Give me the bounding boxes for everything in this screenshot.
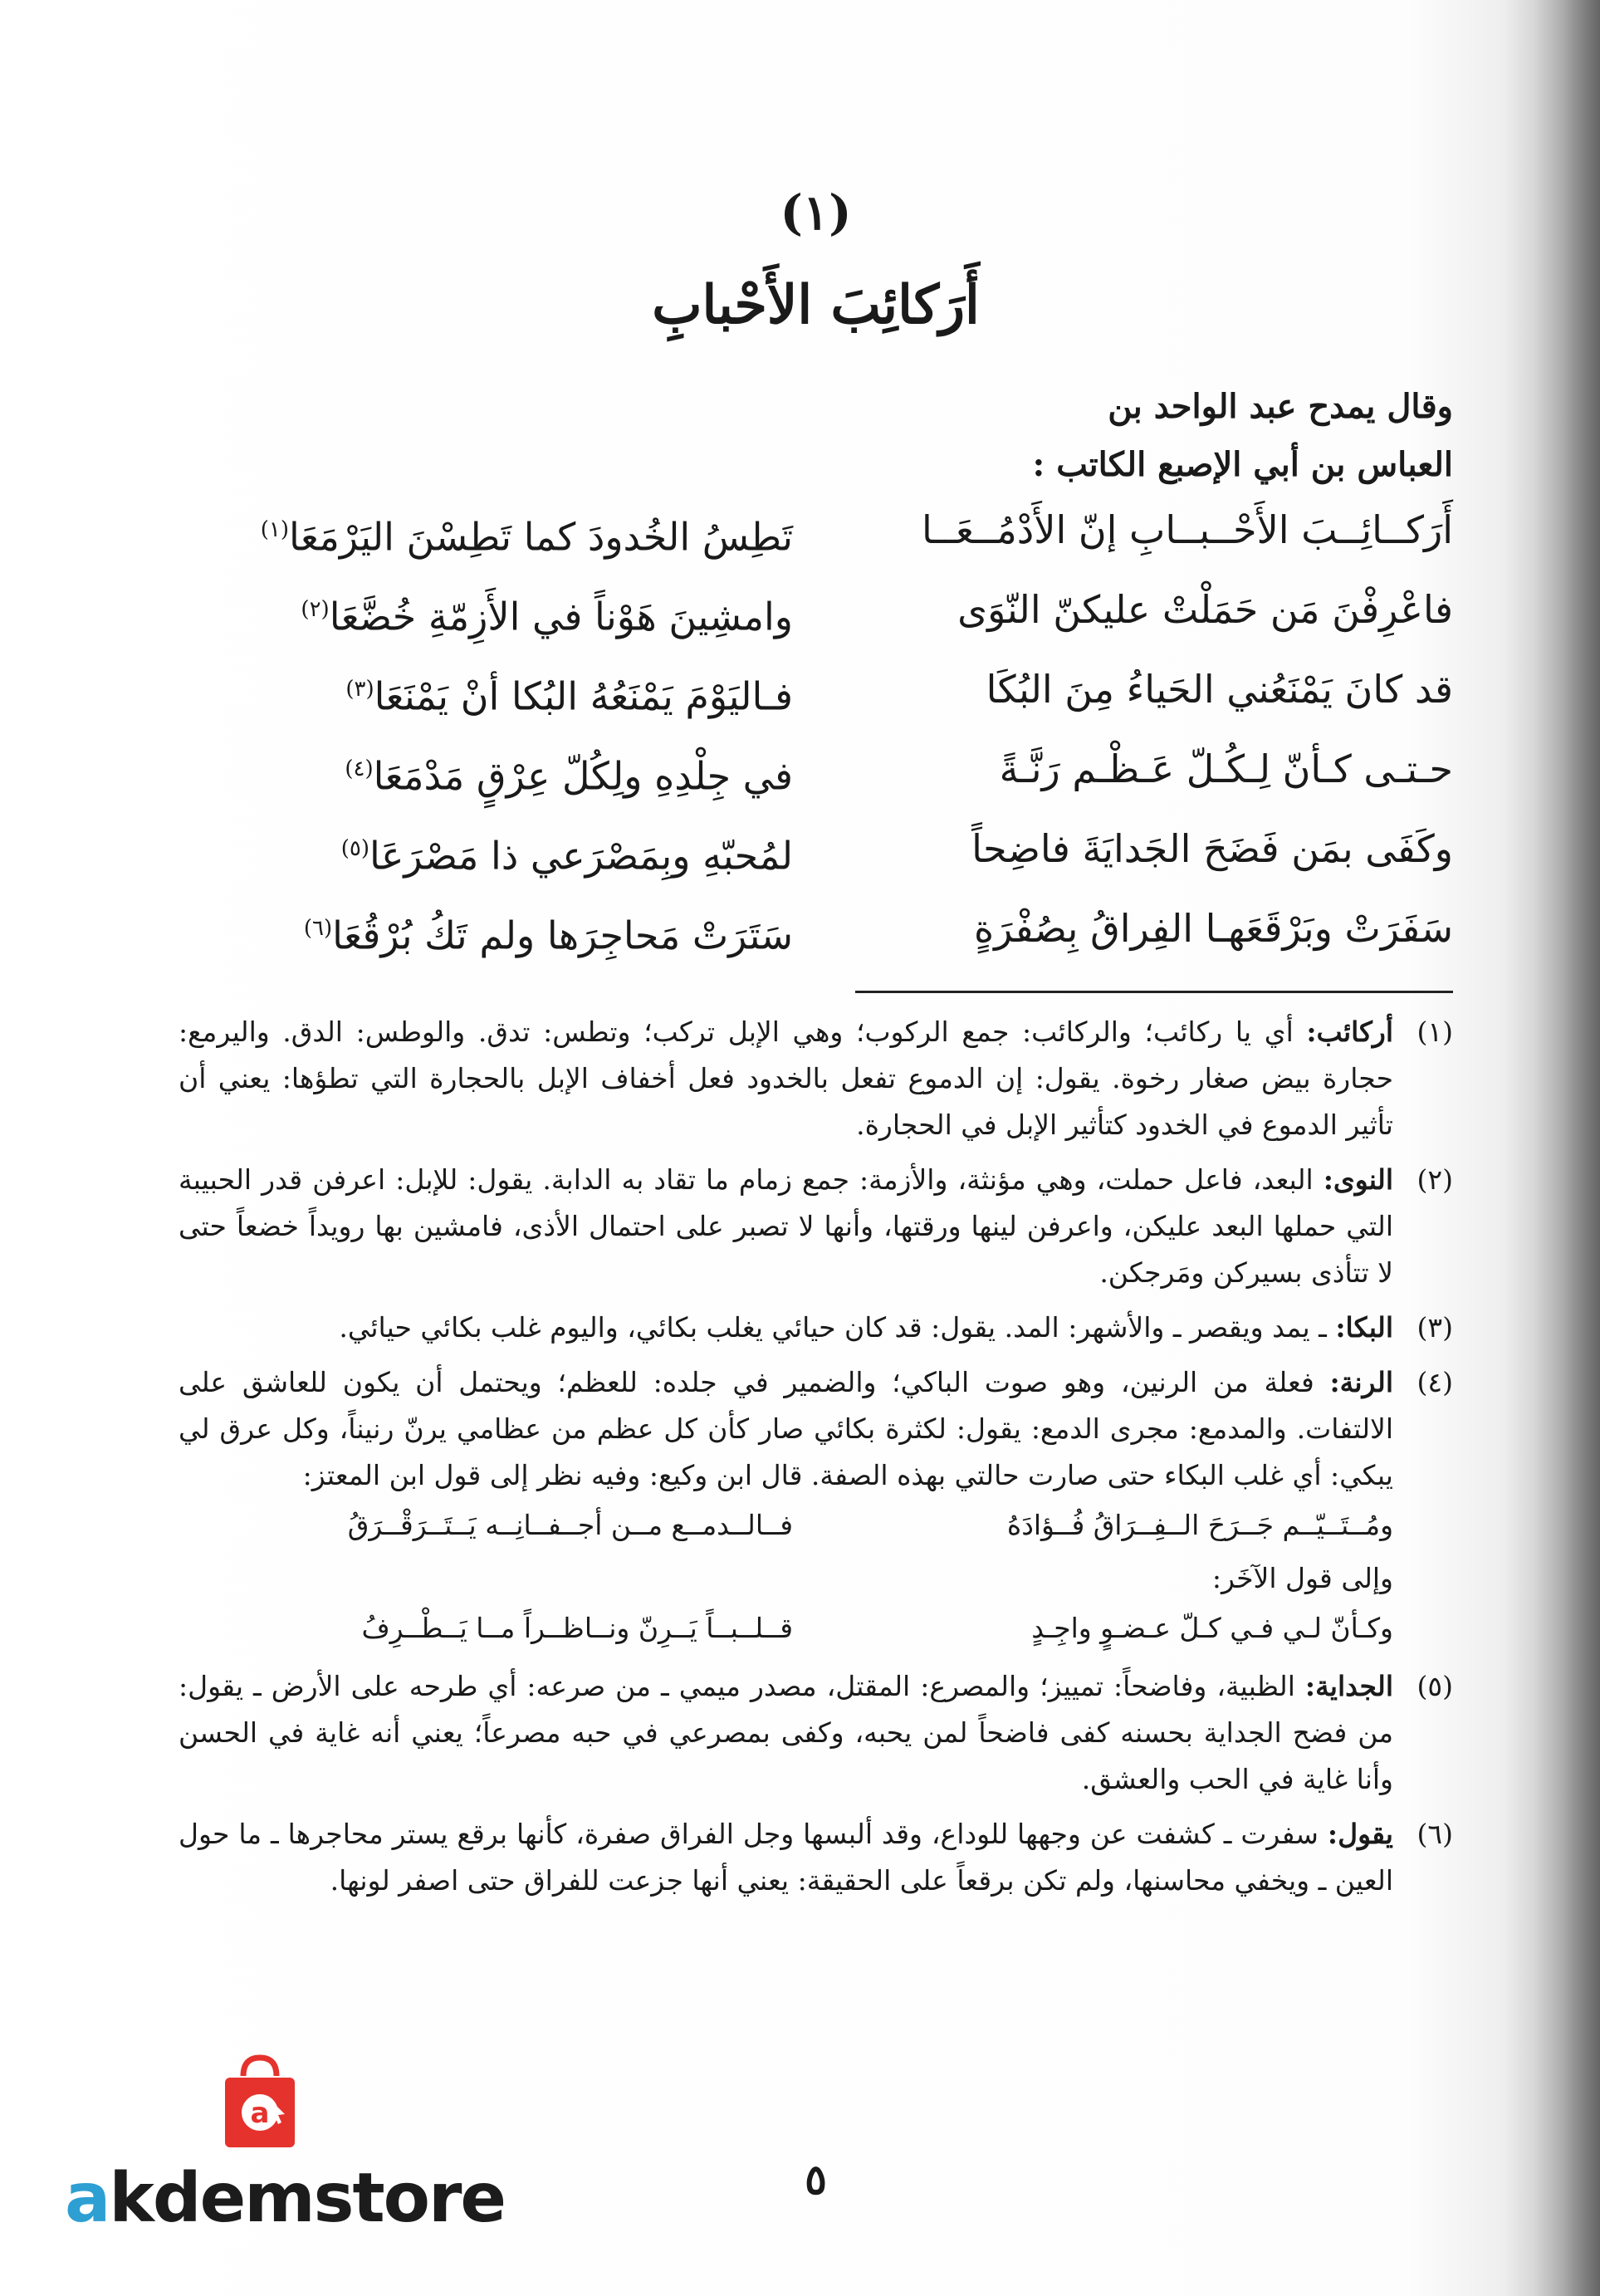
footnotes — [179, 1009, 1453, 1912]
verse-line — [179, 729, 1453, 809]
quoted-verse — [179, 1605, 1393, 1655]
footnote-text: البعد، فاعل حملت، وهي مؤنثة، والأزمة: جمع زمام ما تقاد به الدابة. يقول: للإبل: اعرفن قدر الحبيبة التي حملها البعد عليكن، واعرفن لينها ورقتها، وأنها لا تصبر على احتمال الأذى، فامشين بها رويداً خضعاً حتى لا تتأذى بسيركن ومَرجكن. — [179, 1163, 1393, 1289]
footnote-ref[interactable]: (٥) — [340, 836, 369, 861]
footnote-ref[interactable]: (١) — [260, 517, 289, 542]
page-content — [179, 0, 1453, 2296]
verse-first-hemistich: أَرَكــائِــبَ الأَحْــبــابِ إنّ الأَدْمُــعَــا — [921, 507, 1453, 552]
verse-text: في جِلْدِهِ ولِكُلّ عِرْقٍ مَدْمَعَا — [373, 753, 793, 799]
footnote-lead: الرنة: — [1329, 1366, 1393, 1398]
footnote-text: أي يا ركائب؛ والركائب: جمع الركوب؛ وهي الإبل تركب؛ وتطس: تدق. والوطس: الدق. واليرمع: حجارة بيض صغار رخوة. يقول: إن الدموع تفعل بالخدود فعل أخفاف الإبل بالحجارة التي تطؤها: يعني أن تأثير الدموع في الخدود كتأثير الإبل في الحجارة. — [179, 1016, 1393, 1141]
footnote — [179, 1663, 1453, 1803]
poem-title: أَرَكائِبَ الأَحْبابِ — [652, 274, 980, 336]
footnote — [179, 1009, 1453, 1148]
verse-line — [179, 570, 1453, 649]
footnote — [179, 1157, 1453, 1296]
footnote — [179, 1305, 1453, 1351]
brand-rest: kdemstore — [109, 2159, 506, 2238]
verse-second-hemistich — [179, 729, 793, 815]
verse-line — [179, 490, 1453, 570]
footnote — [179, 1359, 1453, 1655]
quoted-verse-second: فــالــدمــع مــن أجــفــانِــه يَــتَــرَقْــرَقُ — [347, 1509, 793, 1541]
brand-letter-a: a — [65, 2159, 110, 2238]
quoted-verse-first: وكـأنّ لـي فـي كـلّ عـضـوٍ واجِـدٍ — [1031, 1612, 1393, 1644]
footnote — [179, 1811, 1453, 1904]
verse-text: سَتَرَتْ مَحاجِرَها ولم تَكُ بُرْقُعَا — [332, 913, 793, 958]
verse-line — [179, 809, 1453, 889]
page-edge-shadow — [1534, 0, 1600, 2296]
footnote-ref[interactable]: (٢) — [301, 597, 330, 622]
verse-text: وامشِينَ هَوْناً في الأَزِمّةِ خُضَّعَا — [329, 594, 793, 639]
footnote-separator — [855, 991, 1453, 993]
footnote-lead: النوى: — [1323, 1163, 1393, 1196]
verse-second-hemistich — [179, 490, 793, 576]
footnote-number: (٤) — [1417, 1366, 1453, 1398]
quoted-verse-intro: وإلى قول الآخَر: — [1211, 1562, 1393, 1594]
footnote-lead: البكا: — [1335, 1311, 1393, 1344]
verse-line — [179, 889, 1453, 968]
footnote-text: الظبية، وفاضحاً: تمييز؛ والمصرع: المقتل، مصدر ميمي ـ من صرعه: أي طرحه على الأرض ـ يقول: من فضح الجداية بحسنه كفى فاضحاً لمن يحبه، وكفى بمصرعي في حبه مصرعاً؛ يعني أنه غاية في الحسن وأنا غاية في الحب والعشق. — [179, 1670, 1393, 1795]
verse-second-hemistich — [179, 649, 793, 736]
intro-line: وقال يمدح عبد الواحد بن — [1108, 387, 1453, 426]
brand-wordmark — [65, 2157, 506, 2240]
verse-line — [179, 649, 1453, 729]
svg-text:a: a — [250, 2097, 270, 2130]
quoted-verse-second: قــلــبــاً يَــرِنّ ونــاظــراً مــا يَــطْــرِفُ — [361, 1612, 793, 1644]
footnote-ref[interactable]: (٣) — [345, 677, 374, 702]
verse-first-hemistich: وكَفَى بمَن فَضَحَ الجَدايَةَ فاضِحاً — [971, 826, 1453, 871]
footnote-number: (٢) — [1417, 1163, 1453, 1196]
verse-first-hemistich: حـتـى كـأنّ لِـكُـلّ عَـظْـم رَنَّـةً — [999, 747, 1453, 791]
footnote-text: ـ يمد ويقصر ـ والأشهر: المد. يقول: قد كان حيائي يغلب بكائي، واليوم غلب بكائي حيائي. — [339, 1311, 1336, 1344]
footnote-ref[interactable]: (٦) — [303, 916, 333, 941]
verse-second-hemistich — [179, 570, 793, 656]
footnote-lead: أركائب: — [1306, 1016, 1393, 1048]
footnote-lead: الجداية: — [1304, 1670, 1393, 1702]
verse-first-hemistich: فاعْرِفْنَ مَن حَمَلْتْ عليكنّ النّوَى — [957, 587, 1453, 632]
footnote-text: سفرت ـ كشفت عن وجهها للوداع، وقد ألبسها وجل الفراق صفرة، كأنها برقع يستر محاجرها ـ ما حول العين ـ ويخفي محاسنها، ولم تكن برقعاً على الحقيقة: يعني أنها جزعت للفراق حتى اصفر لونها. — [179, 1818, 1393, 1897]
verse-second-hemistich — [179, 889, 793, 975]
footnote-ref[interactable]: (٤) — [345, 756, 374, 781]
footnote-lead: يقول: — [1327, 1818, 1393, 1850]
akdemstore-watermark — [65, 2051, 506, 2250]
poem-intro — [739, 378, 1453, 494]
page-number: ٥ — [805, 2155, 827, 2204]
verse-second-hemistich — [179, 809, 793, 895]
footnote-number: (٣) — [1417, 1311, 1453, 1344]
quoted-verse-first: ومُــتَــيّــم جَــرَحَ الــفِــرَاقُ فُــؤادَهُ — [1006, 1509, 1393, 1541]
footnote-number: (٥) — [1417, 1670, 1453, 1702]
poem-verses — [179, 490, 1453, 968]
verse-first-hemistich: سَفَرَتْ وبَرْقَعَهـا الفِراقُ بِصُفْرَةٍ — [974, 906, 1453, 951]
verse-text: تَطِسُ الخُدودَ كما تَطِسْنَ اليَرْمَعَا — [288, 514, 793, 560]
verse-text: فـاليَوْمَ يَمْنَعُهُ البُكا أنْ يَمْنَعَا — [374, 673, 793, 719]
verse-first-hemistich: قد كانَ يَمْنَعُني الحَياءُ مِنَ البُكَا — [986, 667, 1453, 712]
verse-text: لمُحبّهِ وبِمَصْرَعي ذا مَصْرَعَا — [369, 833, 793, 879]
shopping-bag-icon — [218, 2051, 301, 2151]
intro-line: العباس بن أبي الإصبع الكاتب : — [1032, 445, 1453, 484]
footnote-number: (٦) — [1417, 1818, 1453, 1850]
footnote-text: فعلة من الرنين، وهو صوت الباكي؛ والضمير في جلده: للعظم؛ ويحتمل أن يكون للعاشق على الالتفات. والمدمع: مجرى الدمع: يقول: لكثرة بكائي صار كأن كل عظم من عظامي يرنّ رنيناً، وكل عرق لي يبكي: أي غلب البكاء حتى صارت حالتي بهذه الصفة. قال ابن وكيع: وفيه نظر إلى قول ابن المعتز: — [179, 1366, 1393, 1491]
poem-number: (١) — [780, 184, 852, 241]
footnote-number: (١) — [1417, 1016, 1453, 1048]
quoted-verse — [179, 1502, 1393, 1552]
